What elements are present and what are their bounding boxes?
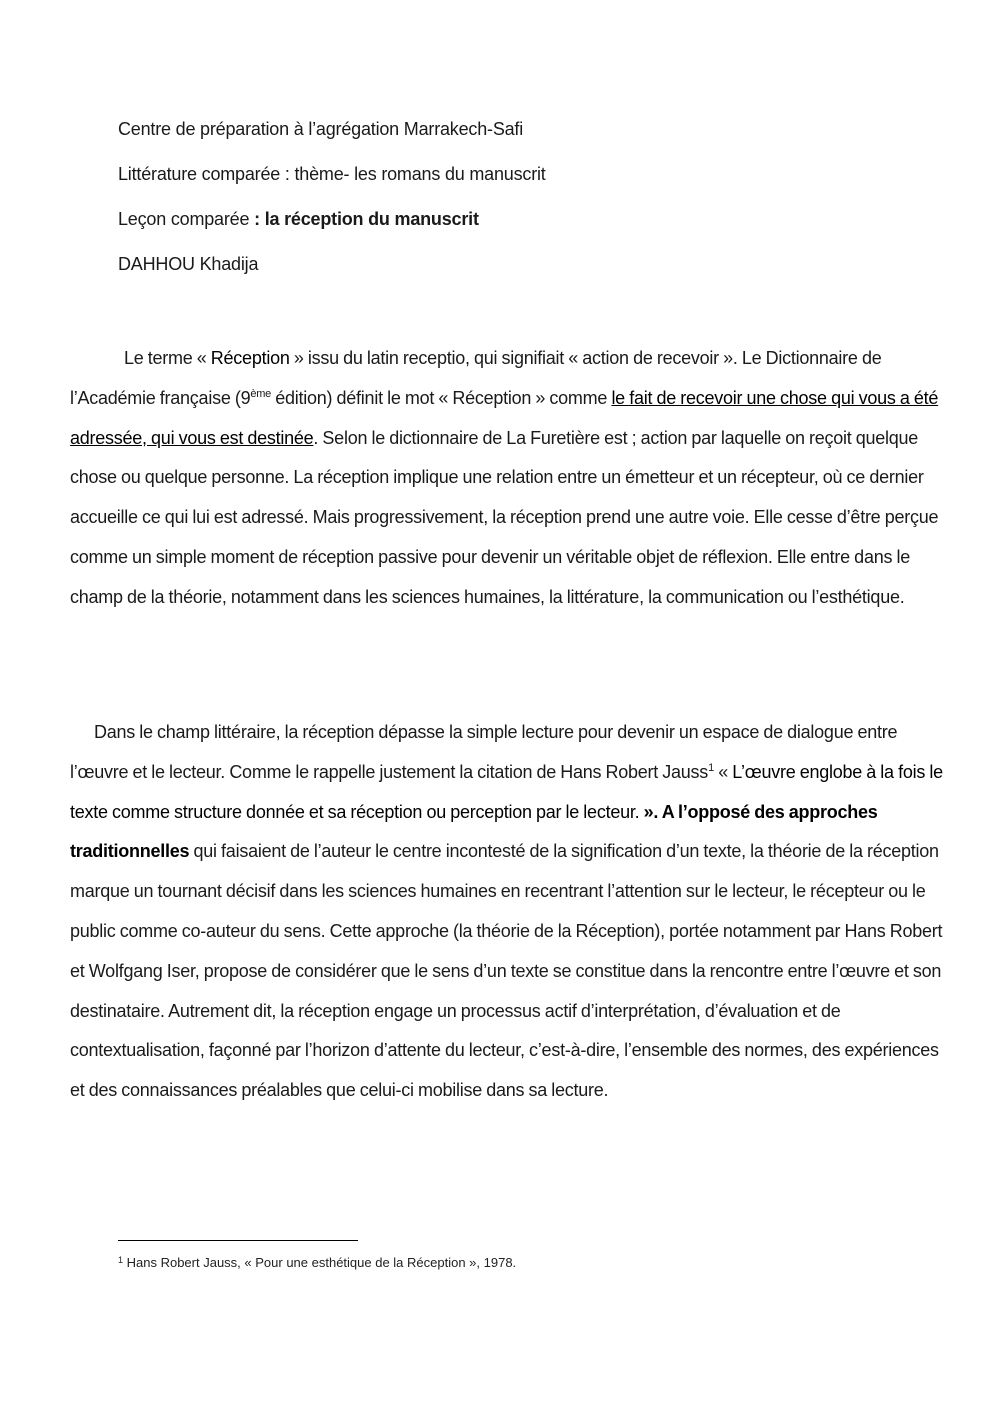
header-author: DAHHOU Khadija — [118, 254, 259, 274]
header-course: Littérature comparée : thème- les romans du manuscrit — [118, 164, 546, 184]
lesson-title: la réception du manuscrit — [264, 209, 479, 229]
paragraph-2: Dans le champ littéraire, la réception dépasse la simple lecture pour devenir un espace de dialogue entre l’œuvre et le lecteur. Comme le rappelle justement la citation de Hans Robert Jauss$^1$ « L’œuvre englobe à la fois le texte comme structure donnée et sa réception ou perception par le lecteur. ». A l’opposé des approches traditionnelles qui faisaient de l’auteur le centre incontesté de la signification d’un texte, la théorie de la réception marque un tournant décisif dans les sciences humaines en recentrant l’attention sur le lecteur, le récepteur ou le public comme co-auteur du sens. Cette approche (la théorie de la Réception), portée notamment par Hans Robert et Wolfgang Iser, propose de considérer que le sens d’un texte se constitue dans la rencontre entre l’œuvre et son destinataire. Autrement dit, la réception engage un processus actif d’interprétation, d’évaluation et de contextualisation, façonné par l’horizon d’attente du lecteur, c’est-à-dire, l’ensemble des normes, des expériences et des connaissances préalables que celui-ci mobilise dans sa lecture. — [70, 722, 943, 1101]
footnote: $^1$ Hans Robert Jauss, « Pour une esthétique de la Réception », 1978. — [118, 1255, 517, 1270]
header-institution: Centre de préparation à l’agrégation Marrakech-Safi — [118, 119, 524, 139]
document-header — [118, 118, 938, 298]
footnote-separator — [118, 1240, 358, 1241]
footnote-ref[interactable]: 1 — [708, 761, 714, 774]
paragraph-1: Le terme « Réception » issu du latin receptio, qui signifiait « action de recevoir ». Le Dictionnaire de l’Académie française (9ème édition) définit le mot « Réception » comme le fait de recevoir une chose qui vous a été adressée, qui vous est destinée. Selon le dictionnaire de La Furetière est ; action par laquelle on reçoit quelque chose ou quelque personne. La réception implique une relation entre un émetteur et un récepteur, où ce dernier accueille ce qui lui est adressé. Mais progressivement, la réception prend une autre voie. Elle cesse d’être perçue comme un simple moment de réception passive pour devenir un véritable objet de réflexion. Elle entre dans le champ de la théorie, notamment dans les sciences humaines, la littérature, la communication ou l’esthétique. — [70, 348, 939, 607]
bold-phrase: ». A l’opposé des approches traditionnelles — [70, 801, 878, 862]
definition-underlined: le fait de recevoir une chose qui vous a été adressée, qui vous est destinée — [70, 387, 939, 448]
jauss-quote: L’œuvre englobe à la fois le texte comme structure donnée et sa réception ou perception par le lecteur. — [70, 761, 943, 822]
superscript-eme: ème — [250, 387, 271, 400]
term-reception: Réception — [210, 348, 290, 368]
header-lesson: Leçon comparée : la réception du manuscrit — [118, 209, 479, 229]
